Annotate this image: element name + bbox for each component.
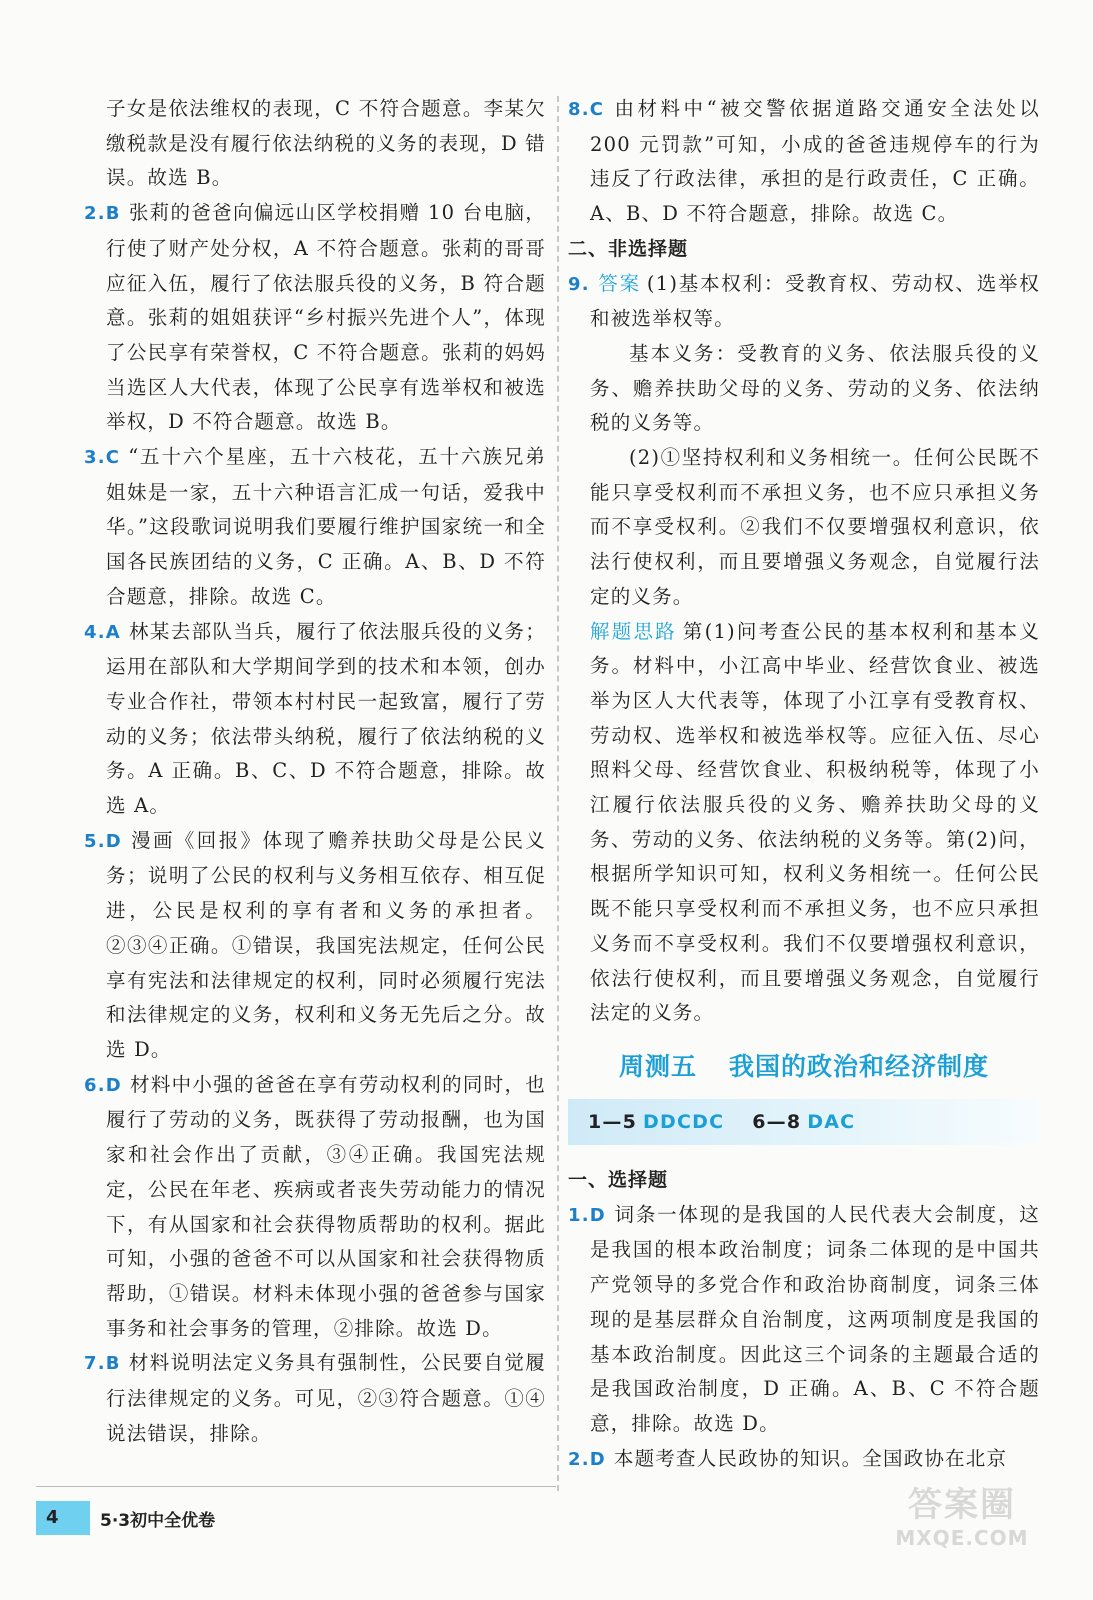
item-number: 9. — [568, 273, 590, 295]
item-text: 林某去部队当兵，履行了依法服兵役的义务；运用在部队和大学期间学到的技术和本领，创办专业合作社，带领本村村民一起致富，履行了劳动的义务；依法带头纳税，履行了依法纳税的义务。A 正确。B、C、D 不符合题意，排除。故选 A。 — [106, 619, 546, 818]
item-text: 由材料中“被交警依据道路交通安全法处以 200 元罚款”可知，小成的爸爸违规停车的行为违反了行政法律，承担的是行政责任，C 正确。A、B、D 不符合题意，排除。故选 C。 — [590, 97, 1040, 226]
item9-part3: (2)①坚持权利和义务相统一。任何公民既不能只享受权利而不承担义务，也不应只承担义务而不享受权利。②我们不仅要增强权利意识，依法行使权利，而且要增强义务观念，自觉履行法定的义务。 — [590, 446, 1040, 608]
item-text: 漫画《回报》体现了赡养扶助父母是公民义务；说明了公民的权利与义务相互依存、相互促进，公民是权利的享有者和义务的承担者。②③④正确。①错误，我国宪法规定，任何公民享有宪法和法律规定的权利，同时必须履行宪法和法律规定的义务，权利和义务无先后之分。故选 D。 — [106, 828, 546, 1061]
analysis-label: 解题思路 — [590, 619, 677, 643]
page-footer — [36, 1500, 215, 1536]
left-column — [84, 92, 546, 1451]
item-text: 材料中小强的爸爸在享有劳动权利的同时，也履行了劳动的义务，既获得了劳动报酬，也为国家和社会作出了贡献，③④正确。我国宪法规定，公民在年老、疾病或者丧失劳动能力的情况下，有从国家和社会获得物质帮助的权利。据此可知，小强的爸爸不可以从国家和社会获得物质帮助，①错误。材料未体现小强的爸爸参与国家事务和社会事务的管理，②排除。故选 D。 — [106, 1072, 546, 1340]
footer-rule — [36, 1486, 556, 1487]
item-text: 本题考查人民政协的知识。全国政协在北京 — [613, 1446, 1008, 1470]
page-number: 4 — [36, 1501, 90, 1535]
item-number: 2.D — [568, 1448, 606, 1470]
item-text: 张莉的爸爸向偏远山区学校捐赠 10 台电脑，行使了财产处分权，A 不符合题意。张莉的哥哥应征入伍，履行了依法服兵役的义务，B 符合题意。张莉的姐姐获评“乡村振兴先进个人”，体现了公民享有荣誉权，C 不符合题意。张莉的妈妈当选区人大代表，体现了公民享有选举权和被选举权，D 不符合题意。故选 B。 — [106, 201, 546, 434]
answer-keys: DDCDC — [643, 1110, 725, 1133]
item-number: 3.C — [84, 447, 121, 469]
column-divider — [557, 96, 559, 1491]
item9-part2: 基本义务：受教育的义务、依法服兵役的义务、赡养扶助父母的义务、劳动的义务、依法纳税的义务等。 — [590, 341, 1040, 435]
answer-range: 1—5 — [588, 1110, 638, 1133]
item-number: 7.B — [84, 1353, 121, 1375]
week-title — [568, 1043, 1040, 1091]
answer-item-8 — [568, 92, 1040, 232]
answer-item-3 — [84, 440, 546, 615]
answer-key-bar — [568, 1099, 1040, 1145]
answer-item-6 — [84, 1068, 546, 1347]
analysis-text: 第(1)问考查公民的基本权利和基本义务。材料中，小江高中毕业、经营饮食业、被选举为区人大代表等，体现了小江享有受教育权、劳动权、选举权和被选举权等。应征入伍、尽心照料父母、经营饮食业、积极纳税等，体现了小江履行依法服兵役的义务、赡养扶助父母的义务、劳动的义务、依法纳税的义务等。第(2)问，根据所学知识可知，权利义务相统一。任何公民既不能只享受权利而不承担义务，也不应只承担义务而不享受权利。我们不仅要增强权利意识，依法行使权利，而且要增强义务观念，自觉履行法定的义务。 — [590, 619, 1040, 1025]
answer-item-7 — [84, 1346, 546, 1451]
week-label: 周测五 — [618, 1051, 697, 1081]
item-number: 6.D — [84, 1074, 122, 1096]
answer-item-4 — [84, 615, 546, 824]
item-number: 8.C — [568, 99, 605, 120]
item9-part1: (1)基本权利：受教育权、劳动权、选举权和被选举权等。 — [590, 271, 1040, 331]
right-column — [568, 92, 1040, 1477]
week-topic: 我国的政治和经济制度 — [729, 1051, 990, 1081]
answer-item-2 — [84, 196, 546, 440]
item-text: “五十六个星座，五十六枝花，五十六族兄弟姐妹是一家，五十六种语言汇成一句话，爱我中华。”这段歌词说明我们要履行维护国家统一和全国各民族团结的义务，C 正确。A、B、D 不符合题意，排除。故选 C。 — [106, 445, 546, 608]
section-heading-nonchoice: 二、非选择题 — [568, 237, 689, 260]
book-title: 5·3初中全优卷 — [100, 1510, 216, 1531]
watermark-url: MXQE.COM — [895, 1526, 1029, 1550]
answer-range: 6—8 — [752, 1110, 802, 1133]
answer-item-5 — [84, 824, 546, 1068]
section-heading-choice: 一、选择题 — [568, 1168, 669, 1191]
item-text: 材料说明法定义务具有强制性，公民要自觉履行法律规定的义务。可见，②③符合题意。①④说法错误，排除。 — [106, 1351, 546, 1445]
answer-item-9 — [568, 267, 1040, 1031]
week5-item-2 — [568, 1442, 1040, 1478]
item-text: 词条一体现的是我国的人民代表大会制度，这是我国的根本政治制度；词条二体现的是中国共产党领导的多党合作和政治协商制度，词条三体现的是基层群众自治制度，这两项制度是我国的基本政治制度。因此这三个词条的主题最合适的是我国政治制度，D 正确。A、B、C 不符合题意，排除。故选 D。 — [590, 1202, 1040, 1435]
site-watermark — [867, 1484, 1057, 1560]
answer-label: 答案 — [597, 271, 641, 295]
item-number: 4.A — [84, 621, 121, 643]
item-number: 1.D — [568, 1204, 606, 1226]
watermark-logo: 答案圈 — [908, 1485, 1016, 1525]
intro-text: 子女是依法维权的表现，C 不符合题意。李某欠缴税款是没有履行依法纳税的义务的表现，D 错误。故选 B。 — [106, 97, 546, 190]
answer-keys: DAC — [807, 1110, 856, 1133]
intro-paragraph — [84, 92, 546, 196]
week5-item-1 — [568, 1198, 1040, 1442]
item-number: 2.B — [84, 203, 121, 225]
item9-analysis — [590, 615, 1040, 1031]
item-number: 5.D — [84, 830, 122, 852]
